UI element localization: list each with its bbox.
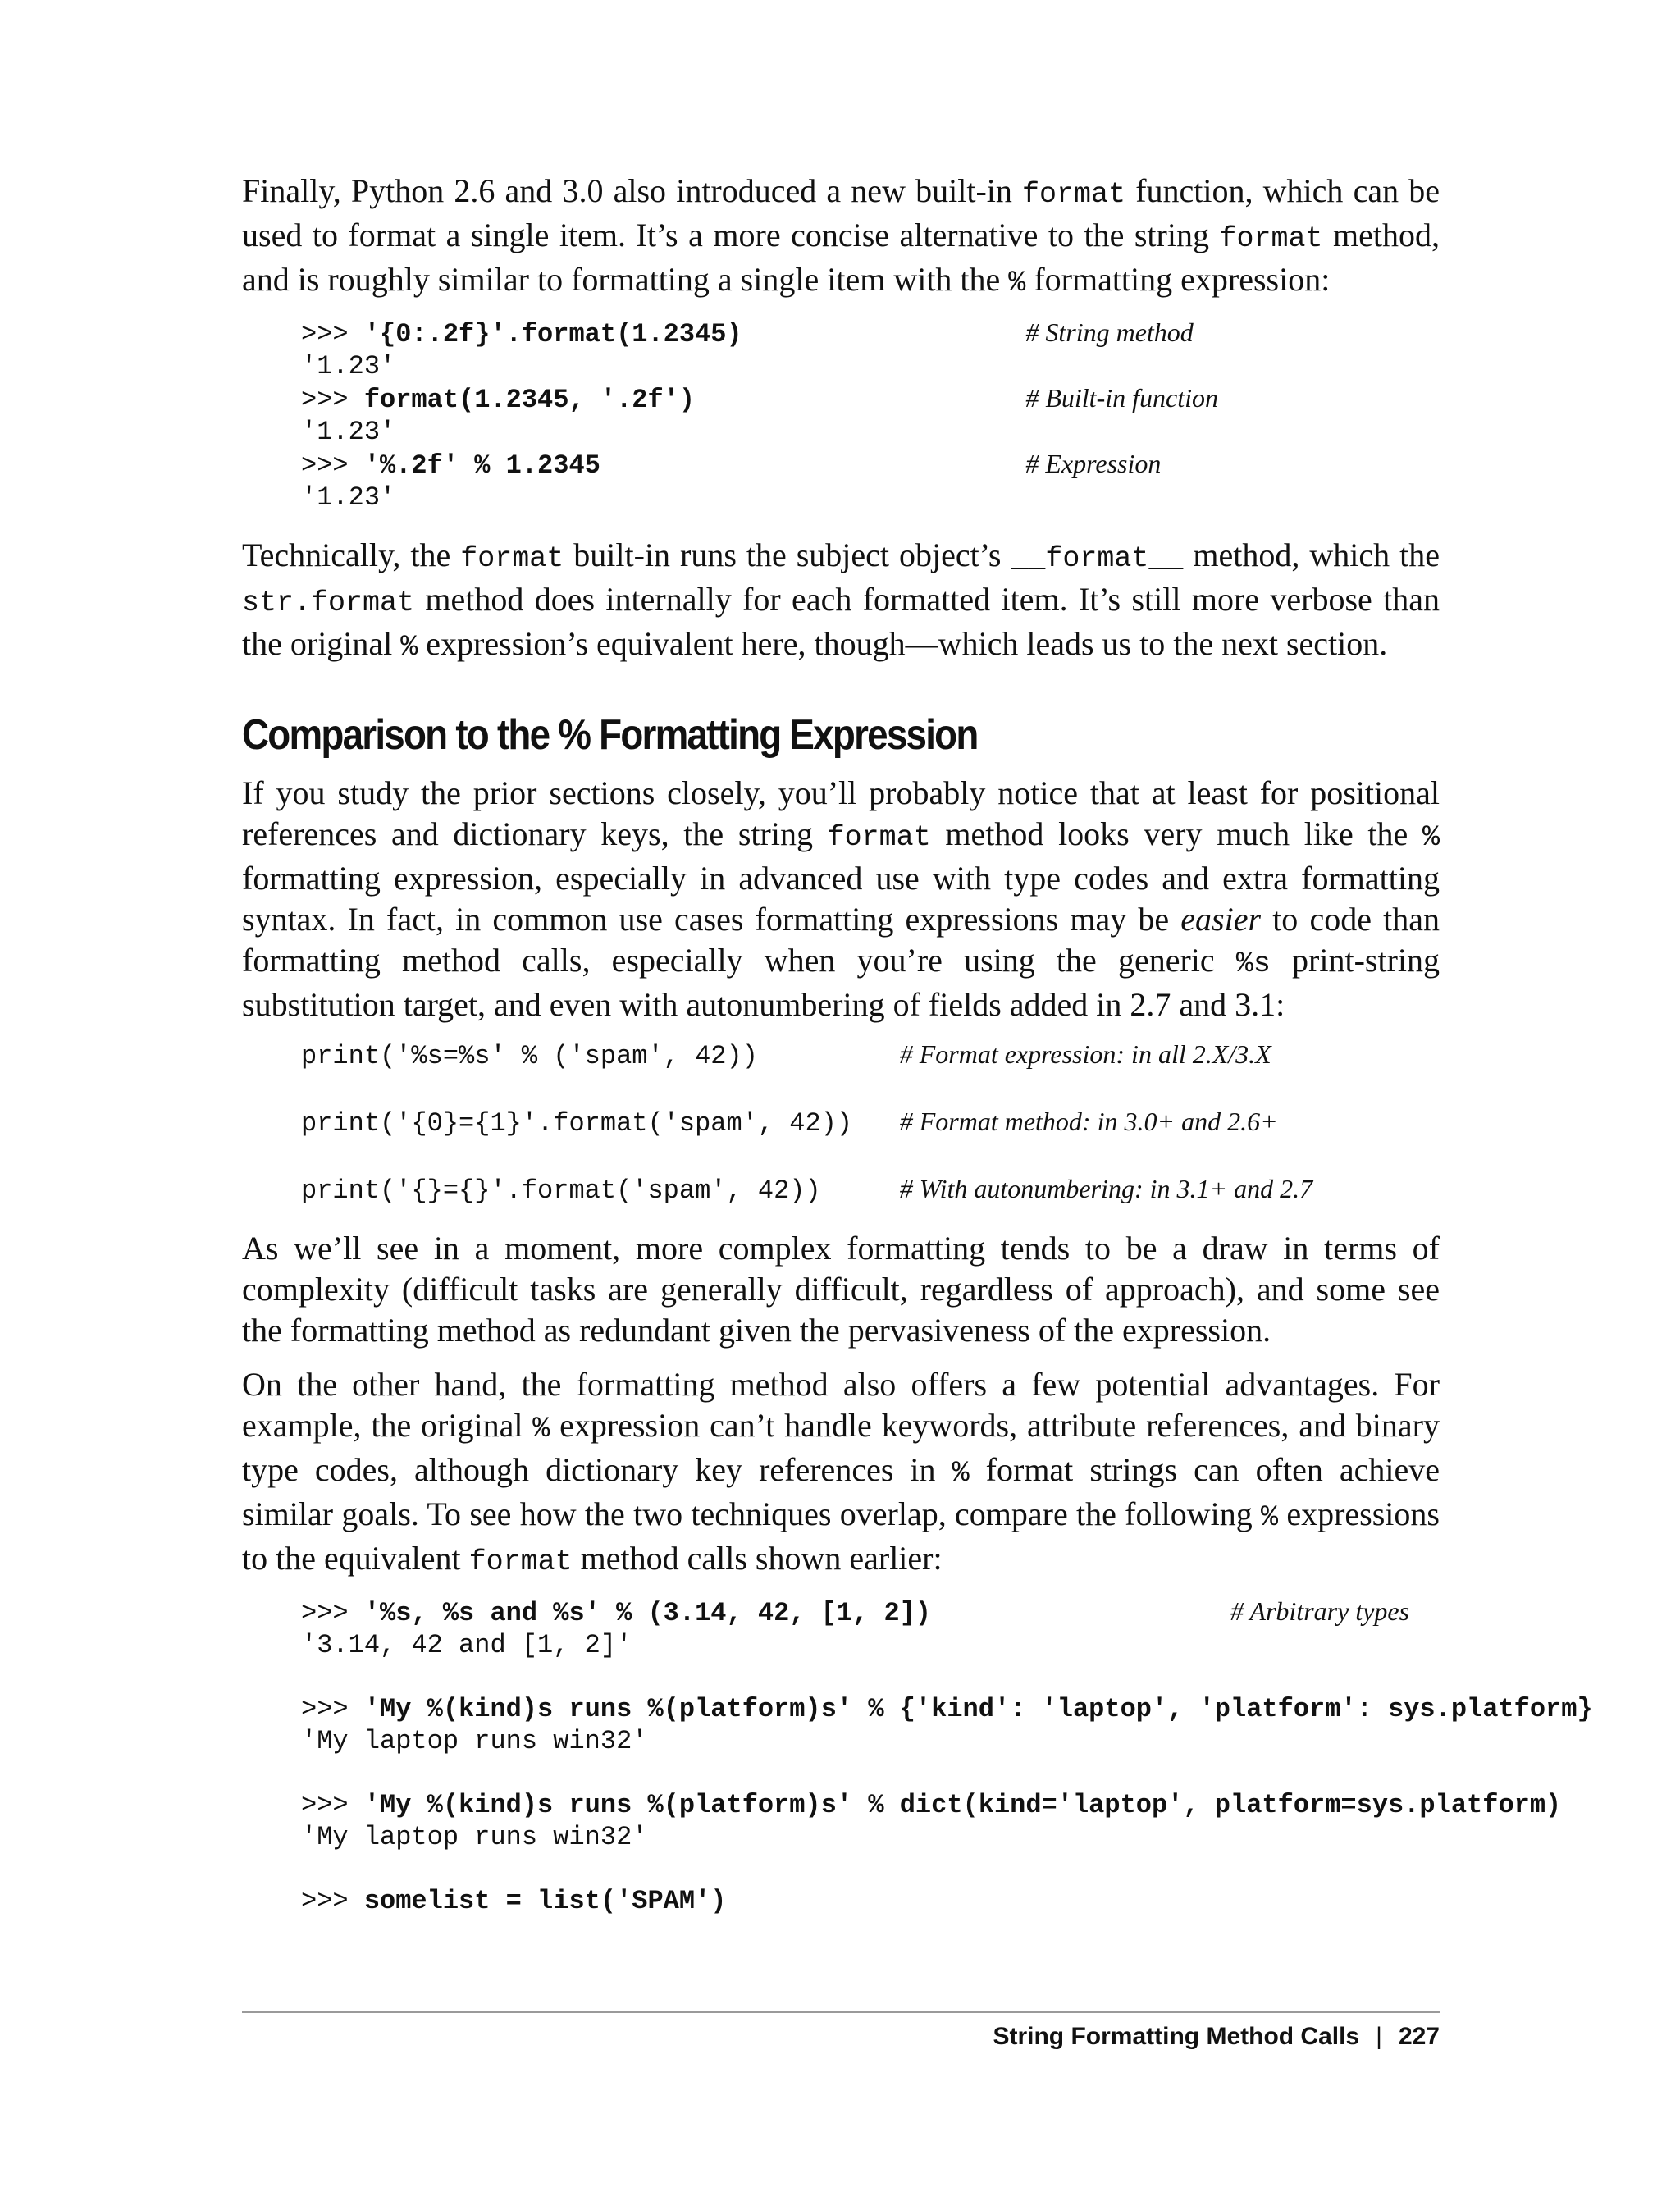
code-gap [301,1072,1440,1106]
code-prompt: >>> [301,319,364,349]
inline-code: format [1219,222,1323,255]
code-padding [852,1108,900,1139]
text-run: On the other hand, the formatting method also offers a few potential advantages. For example, the original [242,1366,1440,1444]
code-comment: # Arbitrary types [1230,1596,1410,1626]
text-run: to code than formatting method calls, especially when you’re using the generic [242,901,1440,979]
code-comment: # Format method: in 3.0+ and 2.6+ [899,1107,1278,1136]
code-input: print('%s=%s' % ('spam', 42)) [301,1041,758,1071]
code-padding [821,1176,900,1206]
inline-code: % [1261,1501,1279,1534]
code-line [301,1885,1440,1917]
code-line [301,382,1440,416]
code-gap [301,1757,1440,1789]
code-line [301,1789,1562,1821]
inline-code: % [1008,267,1026,299]
inline-code: str.format [242,587,415,619]
text-run: method, and is roughly similar to formatting a single item with the [242,217,1440,298]
inline-code: % [400,631,418,664]
code-input: print('{}={}'.format('spam', 42)) [301,1176,821,1206]
code-input: '%.2f' % 1.2345 [363,450,600,481]
code-line [301,1596,1440,1629]
code-prompt: >>> [301,385,364,415]
code-prompt: >>> [301,450,364,481]
text-run: Finally, Python 2.6 and 3.0 also introduced a new built-in [242,172,1023,209]
text-run: If you study the prior sections closely, you’ll probably notice that at least for positional references and dictionary keys, the string [242,774,1440,852]
inline-code: % [952,1457,970,1490]
code-block-format-examples [301,317,1440,514]
paragraph-prior-sections [242,773,1440,1025]
code-comment: # With autonumbering: in 3.1+ and 2.7 [899,1174,1313,1203]
text-run: method does internally for each formatted item. It’s still more verbose than the original [242,581,1440,662]
code-line [301,1173,1440,1207]
code-line [301,1693,1593,1725]
paragraph-advantages [242,1364,1440,1582]
code-input: 'My %(kind)s runs %(platform)s' % {'kind': 'laptop', 'platform': sys.platform} [363,1694,1593,1724]
code-output: '3.14, 42 and [1, 2]' [301,1630,632,1660]
text-run: expressions to the equivalent [242,1495,1440,1577]
text-run: method looks very much like the [930,815,1422,852]
text-run: formatting expression: [1025,261,1331,298]
code-output: '1.23' [301,351,396,381]
code-gap [301,1661,1440,1693]
code-comment: # String method [1025,317,1194,347]
code-input: format(1.2345, '.2f') [363,385,696,415]
footer-separator: | [1376,2023,1382,2050]
emphasis: easier [1180,901,1262,938]
text-run: method calls shown earlier: [572,1540,943,1577]
code-gap [301,1853,1440,1885]
code-padding [758,1041,900,1071]
inline-code: format [1022,178,1126,211]
paragraph-technically [242,535,1440,668]
code-comment: # Format expression: in all 2.X/3.X [899,1039,1271,1069]
text-run: built-in runs the subject object’s [564,536,1011,573]
text-run: expression can’t handle keywords, attribute references, and binary type codes, although dictionary key references in [242,1407,1440,1488]
running-head: String Formatting Method Calls [993,2023,1360,2050]
code-line [301,448,1440,482]
page-footer [993,2023,1440,2051]
code-padding [931,1598,1230,1628]
code-padding [600,450,1025,481]
text-run: function, which can be used to format a single item. It’s a more concise alternative to the string [242,172,1440,253]
code-output: '1.23' [301,417,396,447]
inline-code: __format__ [1011,542,1184,575]
text-run: method, which the [1183,536,1440,573]
code-line [301,1039,1440,1072]
code-line [301,1106,1440,1139]
inline-code: format [468,1545,573,1578]
code-prompt: >>> [301,1790,364,1820]
code-output: 'My laptop runs win32' [301,1726,648,1756]
text-run: As we’ll see in a moment, more complex formatting tends to be a draw in terms of complexity (difficult tasks are generally difficult, regardless of approach), and some see the formatting method as redundant given the pervasiveness of the expression. [242,1230,1440,1349]
code-prompt: >>> [301,1598,364,1628]
code-input: '%s, %s and %s' % (3.14, 42, [1, 2]) [363,1598,932,1628]
paragraph-builtin-format [242,171,1440,304]
inline-code: % [532,1413,550,1445]
code-gap [301,1139,1440,1173]
code-padding [695,385,1025,415]
inline-code: %s [1235,947,1271,980]
inline-code: % [1422,821,1440,854]
page-number: 227 [1398,2023,1440,2050]
code-output: 'My laptop runs win32' [301,1822,648,1852]
code-comment: # Expression [1025,449,1162,478]
code-block-percent-examples [301,1596,1593,1917]
code-comment: # Built-in function [1025,383,1218,413]
code-block-print-examples [301,1039,1440,1207]
text-run: formatting expression, especially in advanced use with type codes and extra formatting syntax. In fact, in common use cases formatting expressions may be [242,860,1440,938]
paragraph-draw [242,1228,1440,1351]
text-run: format strings can often achieve similar goals. To see how the two techniques overlap, compare the following [242,1451,1440,1532]
inline-code: format [460,542,564,575]
code-padding [742,319,1026,349]
code-input: print('{0}={1}'.format('spam', 42)) [301,1108,853,1139]
text-run: print-string substitution target, and even with autonumbering of fields added in 2.7 and 3.1: [242,942,1440,1023]
footer-rule [242,2011,1440,2013]
code-prompt: >>> [301,1694,364,1724]
code-input: somelist = list('SPAM') [363,1886,727,1916]
code-input: 'My %(kind)s runs %(platform)s' % dict(kind='laptop', platform=sys.platform) [363,1790,1562,1820]
section-heading: Comparison to the % Formatting Expression [242,711,978,759]
code-input: '{0:.2f}'.format(1.2345) [363,319,742,349]
text-run: Technically, the [242,536,461,573]
code-prompt: >>> [301,1886,364,1916]
text-run: expression’s equivalent here, though—which leads us to the next section. [418,625,1388,662]
code-output: '1.23' [301,482,396,513]
page-content [242,171,1593,1938]
inline-code: format [827,821,931,854]
code-line [301,317,1440,350]
